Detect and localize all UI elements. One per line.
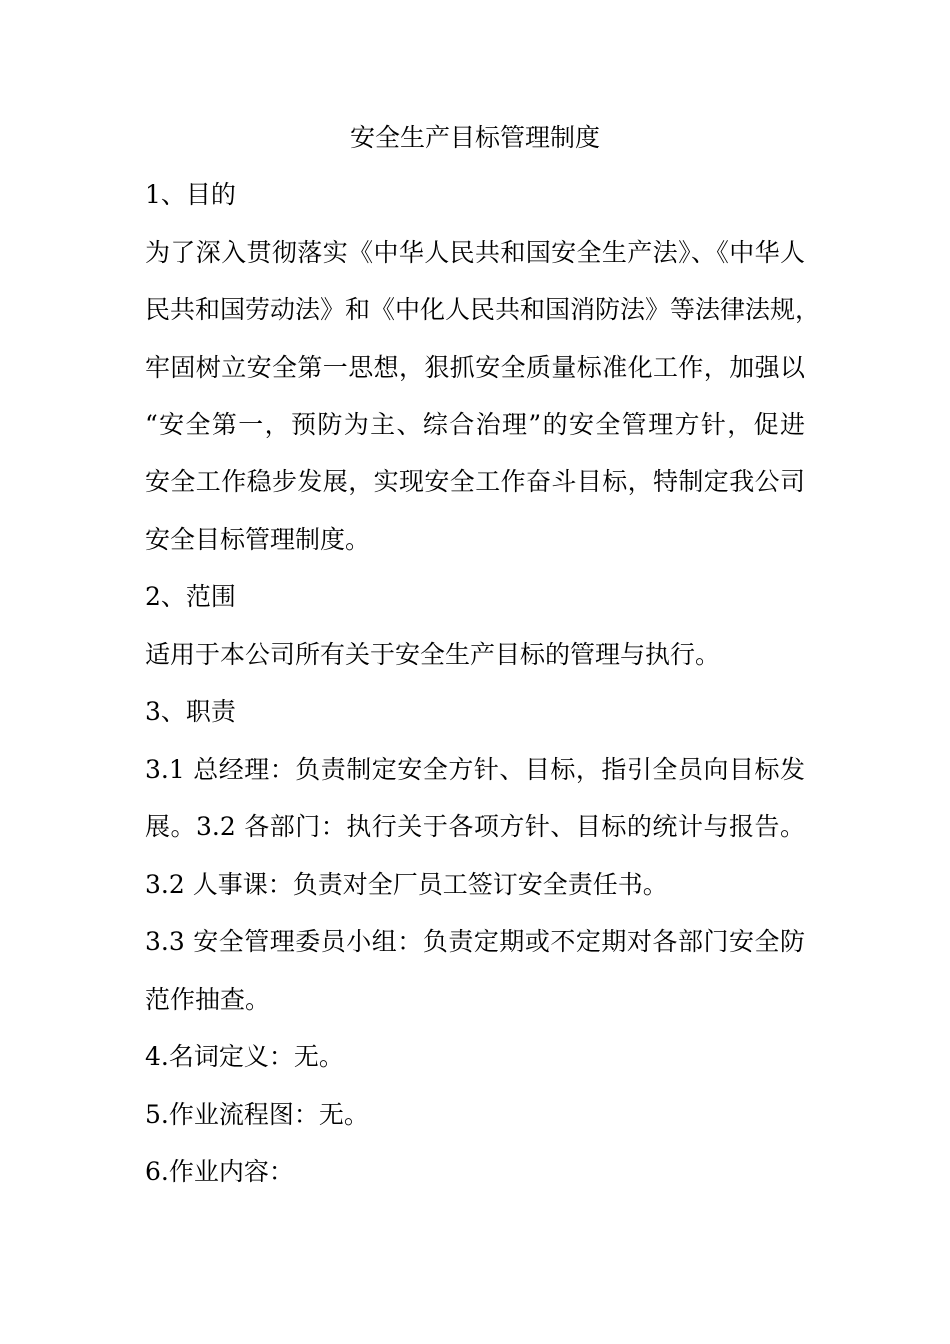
paragraph-line: 展。3.2 各部门：执行关于各项方针、目标的统计与报告。: [145, 812, 805, 841]
section-heading-responsibilities: 3、职责: [145, 697, 236, 726]
document-title: 安全生产目标管理制度: [349, 123, 600, 152]
paragraph-line: 民共和国劳动法》和《中化人民共和国消防法》等法律法规，: [145, 295, 821, 324]
paragraph-line: “安全第一，预防为主、综合治理”的安全管理方针，促进: [145, 410, 805, 439]
paragraph-line: 适用于本公司所有关于安全生产目标的管理与执行。: [145, 640, 721, 669]
paragraph-line: 3.2 人事课：负责对全厂员工签订安全责任书。: [145, 870, 668, 899]
paragraph-line: 3.3 安全管理委员小组：负责定期或不定期对各部门安全防: [145, 927, 805, 956]
paragraph-line: 牢固树立安全第一思想，狠抓安全质量标准化工作，加强以: [145, 353, 805, 382]
paragraph-line: 安全工作稳步发展，实现安全工作奋斗目标，特制定我公司: [145, 467, 805, 496]
section-heading-flowchart: 5.作业流程图：无。: [145, 1100, 369, 1129]
paragraph-line: 为了深入贯彻落实《中华人民共和国安全生产法》、《中华人: [145, 238, 805, 267]
section-heading-scope: 2、范围: [145, 582, 236, 611]
paragraph-line: 安全目标管理制度。: [145, 525, 371, 554]
paragraph-line: 范作抽查。: [145, 985, 271, 1014]
section-heading-purpose: 1、目的: [145, 180, 236, 209]
paragraph-line: 3.1 总经理：负责制定安全方针、目标，指引全员向目标发: [145, 755, 805, 784]
section-heading-definitions: 4.名词定义：无。: [145, 1042, 344, 1071]
section-heading-content: 6.作业内容：: [145, 1157, 294, 1186]
